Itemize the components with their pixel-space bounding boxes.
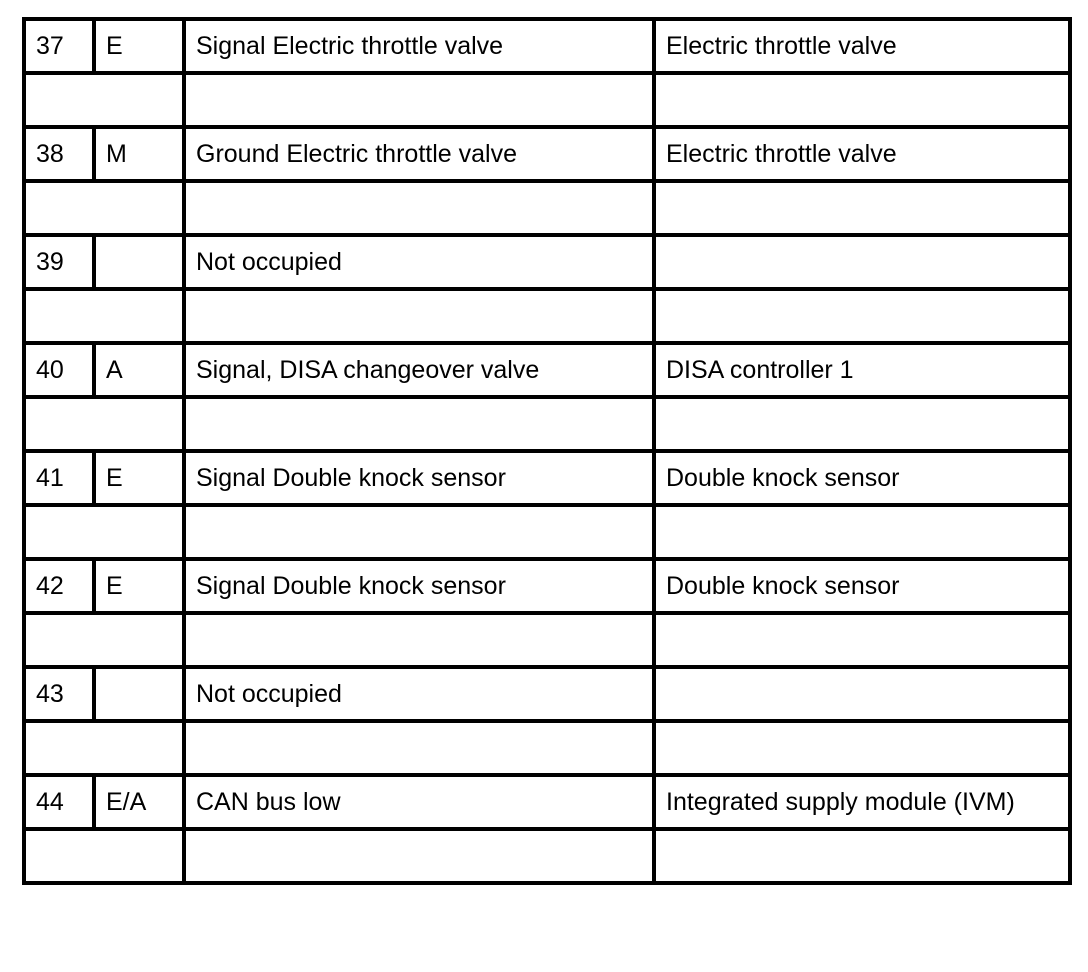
spacer-row xyxy=(24,181,1070,235)
pin-number-cell: 44 xyxy=(24,775,94,829)
table-row xyxy=(24,775,1070,829)
empty-cell xyxy=(184,721,654,775)
empty-cell xyxy=(654,829,1070,883)
spacer-row xyxy=(24,397,1070,451)
spacer-row xyxy=(24,721,1070,775)
empty-cell xyxy=(24,721,184,775)
spacer-row xyxy=(24,73,1070,127)
description-cell: Signal Double knock sensor xyxy=(184,559,654,613)
spacer-row xyxy=(24,829,1070,883)
description-cell: CAN bus low xyxy=(184,775,654,829)
signal-type-cell xyxy=(94,667,184,721)
empty-cell xyxy=(24,613,184,667)
table-row xyxy=(24,559,1070,613)
empty-cell xyxy=(184,613,654,667)
empty-cell xyxy=(654,505,1070,559)
description-cell: Signal Double knock sensor xyxy=(184,451,654,505)
spacer-row xyxy=(24,289,1070,343)
spacer-row xyxy=(24,505,1070,559)
table-row xyxy=(24,667,1070,721)
signal-type-cell: A xyxy=(94,343,184,397)
empty-cell xyxy=(24,73,184,127)
empty-cell xyxy=(24,181,184,235)
empty-cell xyxy=(654,397,1070,451)
empty-cell xyxy=(184,73,654,127)
component-cell: DISA controller 1 xyxy=(654,343,1070,397)
component-cell xyxy=(654,667,1070,721)
signal-type-cell: E xyxy=(94,19,184,73)
component-cell xyxy=(654,235,1070,289)
empty-cell xyxy=(654,73,1070,127)
description-cell: Signal, DISA changeover valve xyxy=(184,343,654,397)
empty-cell xyxy=(24,397,184,451)
empty-cell xyxy=(654,721,1070,775)
pin-number-cell: 43 xyxy=(24,667,94,721)
empty-cell xyxy=(184,829,654,883)
signal-type-cell: M xyxy=(94,127,184,181)
description-cell: Not occupied xyxy=(184,235,654,289)
signal-type-cell: E/A xyxy=(94,775,184,829)
pin-assignment-table xyxy=(22,17,1072,885)
pin-number-cell: 39 xyxy=(24,235,94,289)
component-cell: Electric throttle valve xyxy=(654,127,1070,181)
pin-number-cell: 37 xyxy=(24,19,94,73)
description-cell: Signal Electric throttle valve xyxy=(184,19,654,73)
signal-type-cell xyxy=(94,235,184,289)
component-cell: Double knock sensor xyxy=(654,559,1070,613)
component-cell: Electric throttle valve xyxy=(654,19,1070,73)
empty-cell xyxy=(654,289,1070,343)
empty-cell xyxy=(654,613,1070,667)
empty-cell xyxy=(24,289,184,343)
table-row xyxy=(24,19,1070,73)
empty-cell xyxy=(654,181,1070,235)
empty-cell xyxy=(24,505,184,559)
table-row xyxy=(24,235,1070,289)
description-cell: Not occupied xyxy=(184,667,654,721)
empty-cell xyxy=(184,505,654,559)
pin-number-cell: 41 xyxy=(24,451,94,505)
empty-cell xyxy=(184,289,654,343)
description-cell: Ground Electric throttle valve xyxy=(184,127,654,181)
signal-type-cell: E xyxy=(94,559,184,613)
component-cell: Integrated supply module (IVM) xyxy=(654,775,1070,829)
empty-cell xyxy=(184,181,654,235)
spacer-row xyxy=(24,613,1070,667)
pin-number-cell: 40 xyxy=(24,343,94,397)
empty-cell xyxy=(24,829,184,883)
table-row xyxy=(24,343,1070,397)
pin-number-cell: 38 xyxy=(24,127,94,181)
signal-type-cell: E xyxy=(94,451,184,505)
pin-number-cell: 42 xyxy=(24,559,94,613)
empty-cell xyxy=(184,397,654,451)
table-row xyxy=(24,451,1070,505)
component-cell: Double knock sensor xyxy=(654,451,1070,505)
table-row xyxy=(24,127,1070,181)
